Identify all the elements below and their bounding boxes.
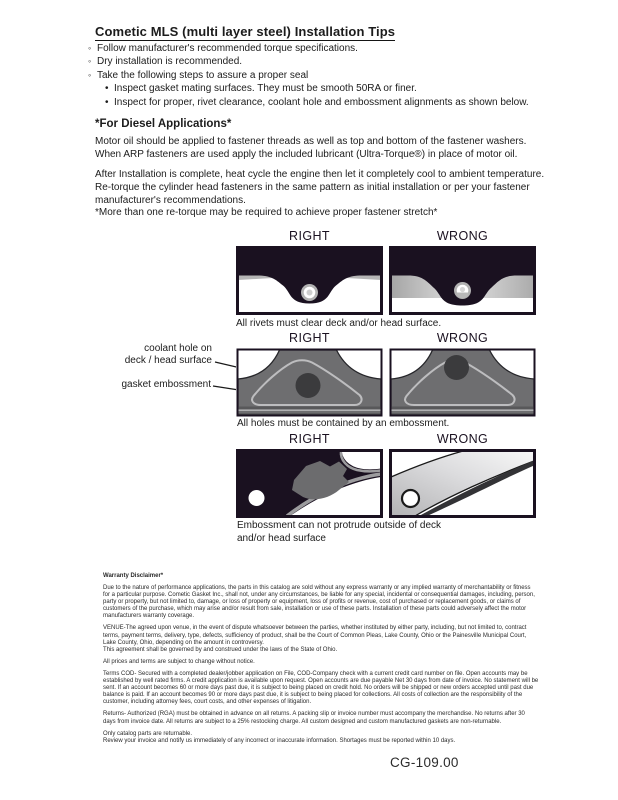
holes-wrong-diagram (389, 348, 536, 417)
gasket-embossment-label: gasket embossment (121, 379, 211, 390)
diesel-applications-heading: *For Diesel Applications* (95, 118, 232, 130)
warranty-disclaimer (103, 573, 539, 750)
warranty-disclaimer-heading: Warranty Disclaimer* (103, 573, 164, 579)
catalog-parts-line: Only catalog parts are returnable. (103, 730, 193, 737)
list-sub-item (105, 96, 529, 109)
list-item (88, 42, 529, 55)
holes-right-diagram (236, 348, 383, 417)
governing-law-line: This agreement shall be governed by and construed under the laws of the State of Ohio. (103, 646, 338, 653)
rivet-right-diagram (236, 246, 383, 315)
embossment-inside-deck-illustration (236, 449, 383, 518)
list-item-text: Follow manufacturer's recommended torque specifications. (97, 43, 358, 54)
coolant-hole-label: coolant hole on deck / head surface (124, 343, 212, 366)
terms-cod-paragraph: Terms COD- Secured with a completed dealer/jobber application on File, COD-Company check with a current credit card number on file. Open accounts may be established by well rated firms. A credit application is available upon request. Open accounts are due payable Net 30 days from date of invoice. No statement will be sent. If an account becomes 60 or more days past due, it is subject to being placed on credit hold. No orders will be shipped or new orders accepted until past due balance is paid. If an account becomes 90 or more days past due, it is subject to being placed for collections. All costs of collection are the responsibility of the customer, including attorney fees, court costs, and other expenses of litigation. (103, 670, 539, 706)
venue-paragraph: VENUE-The agreed upon venue, in the event of dispute whatsoever between the parties, whether instituted by either party, including, but not limited to, contract terms, payment terms, delivery, type, defects, sufficiency of product, shall be the Court of Common Pleas, Lake County, Ohio or the Painesville Municipal Court, Lake County, Ohio, depending on the amount in controversy. (103, 625, 527, 646)
holes-caption: All holes must be contained by an embossment. (237, 418, 450, 429)
retorque-note: *More than one re-torque may be required to achieve proper fastener stretch* (95, 207, 438, 218)
hole-inside-embossment-illustration (236, 348, 383, 417)
list-item-text: Dry installation is recommended. (97, 56, 243, 68)
review-invoice-line: Review your invoice and notify us immediately of any incorrect or inaccurate information. Shortages must be reported within 10 days. (103, 737, 456, 744)
installation-tips-list (88, 42, 529, 109)
returns-paragraph: Returns- Authorized (RGA) must be obtained in advance on all returns. A packing slip or invoice number must accompany the merchandise. No returns after 30 days from invoice date. All returns are subject to a 25% restocking charge. All custom designed and custom manufactured gaskets are non-returnable. (103, 711, 525, 725)
open-bullet-icon: ◦ (88, 43, 92, 53)
rivet-caption: All rivets must clear deck and/or head surface. (236, 318, 442, 329)
protrude-right-diagram (236, 449, 383, 518)
protrude-wrong-label: WRONG (436, 432, 489, 446)
page-code: CG-109.00 (390, 755, 459, 770)
list-item (88, 55, 529, 68)
rivet-right-label: RIGHT (289, 229, 330, 243)
embossment-outside-deck-illustration (389, 449, 536, 518)
filled-bullet-icon: • (105, 83, 109, 95)
page-title: Cometic MLS (multi layer steel) Installation Tips (95, 24, 396, 39)
holes-wrong-label: WRONG (436, 331, 489, 345)
holes-right-label: RIGHT (289, 331, 330, 345)
open-bullet-icon: ◦ (88, 69, 92, 80)
filled-bullet-icon: • (105, 96, 109, 108)
diesel-paragraph-2: After Installation is complete, heat cycle the engine then let it completely cool to ambient temperature. Re-torque the cylinder head fasteners in the same pattern as initial installation or per your fastener manufacturer's recommendations. (95, 169, 545, 207)
protrude-right-label: RIGHT (289, 432, 330, 446)
protrude-wrong-diagram (389, 449, 536, 518)
disclaimer-paragraph: Due to the nature of performance applications, the parts in this catalog are sold without any express warranty or any implied warranty of merchantability or fitness for a particular purpose. Cometic Gasket Inc., shall not, under any circumstances, be liable for any special, incidental or consequential damages, including, person, party or property, but not limited to, damage, or loss of property or equipment, loss of profits or revenue, cost of purchased or replacement goods, or claims of customers of the purchase, which may arise and/or result from sale, installation or use of these parts. Installation of these parts could adversely affect the motor manufacturers warranty coverage. (103, 585, 535, 620)
list-item (88, 69, 529, 82)
list-item-text: Take the following steps to assure a proper seal (97, 69, 309, 81)
diesel-paragraph-1: Motor oil should be applied to fastener threads as well as top and bottom of the fastener washers. When ARP fasteners are used apply the included lubricant (Ultra-Torque®) in place of motor oil. (95, 136, 527, 161)
list-item-text: Inspect for proper, rivet clearance, coolant hole and embossment alignments as shown below. (114, 96, 529, 108)
list-item-text: Inspect gasket mating surfaces. They must be smooth 50RA or finer. (114, 83, 417, 95)
hole-outside-embossment-illustration (389, 348, 536, 417)
list-sub-item (105, 82, 529, 95)
rivet-clear-illustration (236, 246, 383, 315)
open-bullet-icon: ◦ (88, 56, 92, 67)
protrude-caption: Embossment can not protrude outside of deck and/or head surface (237, 520, 442, 544)
prices-terms-line: All prices and terms are subject to change without notice. (103, 658, 255, 665)
rivet-wrong-diagram (389, 246, 536, 315)
rivet-wrong-label: WRONG (436, 229, 489, 243)
rivet-covered-illustration (389, 246, 536, 315)
